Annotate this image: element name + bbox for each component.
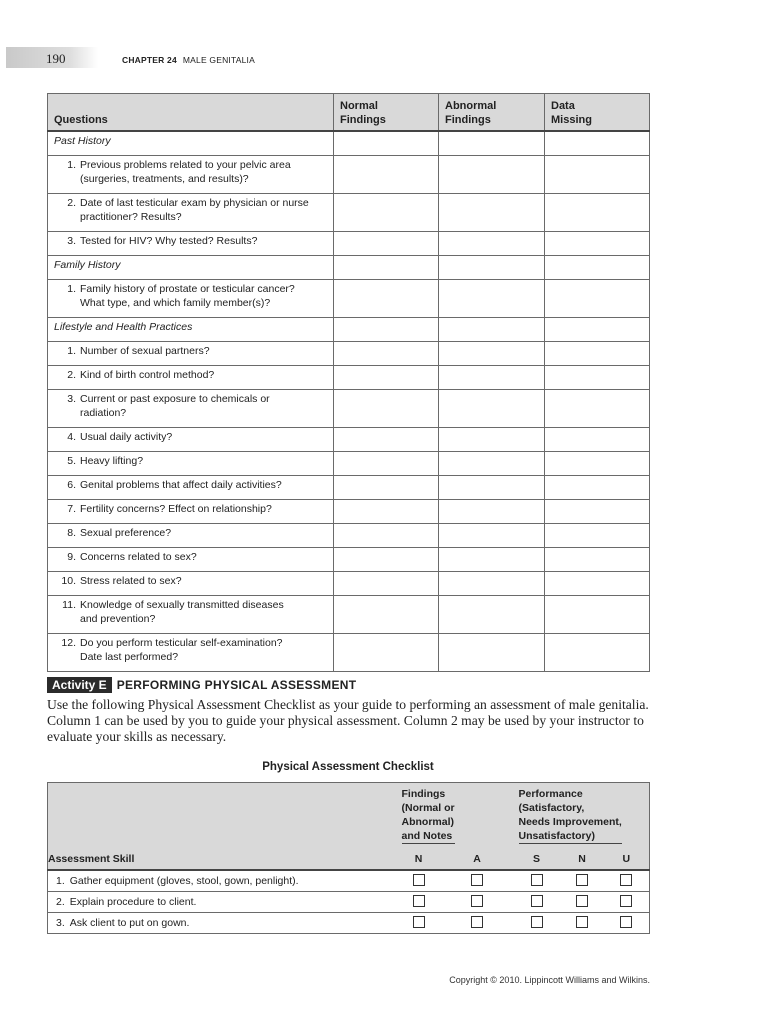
- normal-findings-cell[interactable]: [334, 156, 439, 194]
- checkbox-n2[interactable]: [576, 916, 588, 928]
- data-missing-cell[interactable]: [545, 524, 650, 548]
- activity-label: Activity E: [47, 677, 112, 693]
- question-row: [48, 596, 650, 634]
- question-text: [48, 342, 334, 366]
- checkbox-u-cell: [604, 870, 650, 892]
- question-number: 7.: [67, 503, 76, 515]
- chapter-heading: [122, 55, 255, 65]
- data-missing-cell[interactable]: [545, 428, 650, 452]
- normal-findings-cell[interactable]: [334, 256, 439, 280]
- question-line-2: radiation?: [80, 407, 127, 419]
- data-missing-cell[interactable]: [545, 500, 650, 524]
- question-row: [48, 572, 650, 596]
- abnormal-findings-cell[interactable]: [439, 366, 545, 390]
- data-missing-cell[interactable]: [545, 452, 650, 476]
- question-number: 12.: [61, 637, 76, 649]
- data-missing-cell[interactable]: [545, 131, 650, 156]
- findings-header-line: Abnormal): [401, 816, 454, 828]
- normal-findings-cell[interactable]: [334, 572, 439, 596]
- normal-findings-cell[interactable]: [334, 452, 439, 476]
- checkbox-a-cell: [442, 892, 513, 913]
- data-missing-cell[interactable]: [545, 634, 650, 672]
- checkbox-u[interactable]: [620, 916, 632, 928]
- abnormal-findings-cell[interactable]: [439, 256, 545, 280]
- performance-header-line: Needs Improvement,: [518, 816, 622, 828]
- question-text: [48, 500, 334, 524]
- abnormal-findings-cell[interactable]: [439, 548, 545, 572]
- data-missing-cell[interactable]: [545, 342, 650, 366]
- data-missing-cell[interactable]: [545, 280, 650, 318]
- question-text: [48, 572, 334, 596]
- skill-label: Explain procedure to client.: [69, 896, 197, 908]
- question-number: 1.: [67, 159, 76, 171]
- normal-findings-cell[interactable]: [334, 390, 439, 428]
- question-number: 11.: [62, 599, 76, 611]
- chapter-label: CHAPTER 24: [122, 55, 177, 65]
- checkbox-n[interactable]: [413, 895, 425, 907]
- question-row: [48, 194, 650, 232]
- skill-number: 1.: [56, 875, 65, 887]
- question-row: [48, 366, 650, 390]
- question-line: Number of sexual partners?: [80, 345, 210, 357]
- skill-label: Ask client to put on gown.: [69, 917, 190, 929]
- abnormal-findings-cell[interactable]: [439, 232, 545, 256]
- question-number: 1.: [67, 345, 76, 357]
- question-number: 10.: [61, 575, 76, 587]
- question-line-2: Date last performed?: [80, 651, 179, 663]
- normal-findings-cell[interactable]: [334, 131, 439, 156]
- abnormal-findings-cell[interactable]: [439, 452, 545, 476]
- performance-header-line: Performance: [518, 788, 583, 800]
- copyright: Copyright © 2010. Lippincott Williams and Wilkins.: [449, 975, 650, 985]
- section-row: [48, 318, 650, 342]
- question-line: Do you perform testicular self-examination?: [80, 637, 283, 649]
- abnormal-findings-cell[interactable]: [439, 280, 545, 318]
- question-text: [48, 428, 334, 452]
- question-line-2: (surgeries, treatments, and results)?: [80, 173, 249, 185]
- checkbox-n[interactable]: [413, 916, 425, 928]
- question-row: [48, 156, 650, 194]
- col-abnormal-findings: Abnormal Findings: [439, 94, 545, 132]
- checkbox-n-cell: [396, 870, 442, 892]
- question-text: [48, 390, 334, 428]
- abnormal-findings-cell[interactable]: [439, 572, 545, 596]
- data-missing-cell[interactable]: [545, 256, 650, 280]
- skill-number: 2.: [56, 896, 65, 908]
- activity-intro: Use the following Physical Assessment Checklist as your guide to performing an assessment of male genitalia. Column 1 can be used by you to guide your physical assessment. Column 2 may be used by your instructor to evaluate your skills as necessary.: [47, 697, 649, 744]
- question-number: 9.: [67, 551, 76, 563]
- findings-header-line: and Notes: [401, 830, 453, 842]
- normal-findings-cell[interactable]: [334, 280, 439, 318]
- checklist-row: [48, 892, 650, 913]
- abnormal-findings-cell[interactable]: [439, 596, 545, 634]
- performance-header-line: Unsatisfactory): [518, 830, 595, 842]
- checkbox-u-cell: [604, 913, 650, 934]
- question-text: [48, 548, 334, 572]
- data-missing-cell[interactable]: [545, 156, 650, 194]
- question-text: [48, 596, 334, 634]
- normal-findings-cell[interactable]: [334, 366, 439, 390]
- checkbox-s-cell: [513, 892, 561, 913]
- question-line-2: practitioner? Results?: [80, 211, 182, 223]
- checkbox-a[interactable]: [471, 874, 483, 886]
- question-row: [48, 634, 650, 672]
- data-missing-cell[interactable]: [545, 366, 650, 390]
- col-data-missing: Data Missing: [545, 94, 650, 132]
- question-text: [48, 452, 334, 476]
- abnormal-findings-cell[interactable]: [439, 194, 545, 232]
- skill-header-top: [48, 783, 396, 850]
- section-row: [48, 256, 650, 280]
- question-line-2: What type, and which family member(s)?: [80, 297, 271, 309]
- question-line: Previous problems related to your pelvic area: [80, 159, 291, 171]
- question-line: Fertility concerns? Effect on relationship?: [80, 503, 272, 515]
- sub-header-a: A: [442, 849, 513, 870]
- abnormal-findings-cell[interactable]: [439, 318, 545, 342]
- question-number: 1.: [67, 283, 76, 295]
- question-line: Genital problems that affect daily activities?: [80, 479, 282, 491]
- abnormal-findings-cell[interactable]: [439, 131, 545, 156]
- checkbox-a-cell: [442, 913, 513, 934]
- question-number: 6.: [67, 479, 76, 491]
- section-row: [48, 131, 650, 156]
- checkbox-s-cell: [513, 913, 561, 934]
- checkbox-u-cell: [604, 892, 650, 913]
- normal-findings-cell[interactable]: [334, 318, 439, 342]
- question-row: [48, 280, 650, 318]
- checklist-row: [48, 913, 650, 934]
- checklist-title: Physical Assessment Checklist: [262, 761, 434, 773]
- question-line: Family history of prostate or testicular cancer?: [80, 283, 295, 295]
- question-number: 3.: [67, 393, 76, 405]
- checkbox-a-cell: [442, 870, 513, 892]
- question-text: [48, 156, 334, 194]
- sub-header-n2: N: [561, 849, 604, 870]
- question-number: 4.: [67, 431, 76, 443]
- question-line: Tested for HIV? Why tested? Results?: [80, 235, 258, 247]
- question-line-2: and prevention?: [80, 613, 156, 625]
- normal-findings-cell[interactable]: [334, 500, 439, 524]
- activity-title: PERFORMING PHYSICAL ASSESSMENT: [116, 678, 357, 692]
- question-line: Current or past exposure to chemicals or: [80, 393, 270, 405]
- checkbox-u[interactable]: [620, 895, 632, 907]
- data-missing-cell[interactable]: [545, 596, 650, 634]
- question-text: [48, 232, 334, 256]
- abnormal-findings-cell[interactable]: [439, 524, 545, 548]
- normal-findings-cell[interactable]: [334, 634, 439, 672]
- abnormal-findings-cell[interactable]: [439, 342, 545, 366]
- normal-findings-cell[interactable]: [334, 596, 439, 634]
- normal-findings-cell[interactable]: [334, 476, 439, 500]
- question-text: [48, 194, 334, 232]
- findings-header-line: (Normal or: [401, 802, 455, 814]
- checkbox-s[interactable]: [531, 874, 543, 886]
- normal-findings-cell[interactable]: [334, 428, 439, 452]
- question-row: [48, 390, 650, 428]
- normal-findings-cell[interactable]: [334, 524, 439, 548]
- question-row: [48, 428, 650, 452]
- checkbox-s-cell: [513, 870, 561, 892]
- checklist-row: [48, 870, 650, 892]
- checkbox-n[interactable]: [413, 874, 425, 886]
- question-number: 8.: [67, 527, 76, 539]
- section-title: Family History: [48, 256, 334, 280]
- data-missing-cell[interactable]: [545, 194, 650, 232]
- question-number: 3.: [67, 235, 76, 247]
- abnormal-findings-cell[interactable]: [439, 634, 545, 672]
- findings-header: [396, 783, 513, 850]
- activity-heading: [47, 678, 356, 692]
- question-line: Heavy lifting?: [80, 455, 144, 467]
- question-number: 2.: [67, 197, 76, 209]
- data-missing-cell[interactable]: [545, 232, 650, 256]
- question-line: Date of last testicular exam by physician or nurse: [80, 197, 309, 209]
- section-title: Past History: [48, 131, 334, 156]
- normal-findings-cell[interactable]: [334, 194, 439, 232]
- performance-header-line: (Satisfactory,: [518, 802, 585, 814]
- question-row: [48, 500, 650, 524]
- checkbox-n2[interactable]: [576, 874, 588, 886]
- skill-text: [48, 913, 396, 934]
- checkbox-n-cell: [396, 892, 442, 913]
- question-line: Stress related to sex?: [80, 575, 182, 587]
- abnormal-findings-cell[interactable]: [439, 500, 545, 524]
- question-line: Sexual preference?: [80, 527, 172, 539]
- abnormal-findings-cell[interactable]: [439, 476, 545, 500]
- normal-findings-cell[interactable]: [334, 232, 439, 256]
- question-text: [48, 366, 334, 390]
- findings-header-line: Findings: [401, 788, 446, 800]
- question-row: [48, 342, 650, 366]
- question-line: Concerns related to sex?: [80, 551, 197, 563]
- skill-header: Assessment Skill: [48, 849, 396, 870]
- checkbox-u[interactable]: [620, 874, 632, 886]
- question-text: [48, 280, 334, 318]
- data-missing-cell[interactable]: [545, 572, 650, 596]
- performance-header: [513, 783, 650, 850]
- checkbox-n-cell: [396, 913, 442, 934]
- col-normal-findings: Normal Findings: [334, 94, 439, 132]
- checkbox-n2[interactable]: [576, 895, 588, 907]
- sub-header-s: S: [513, 849, 561, 870]
- question-row: [48, 548, 650, 572]
- page-number: 190: [46, 51, 66, 66]
- checkbox-a[interactable]: [471, 916, 483, 928]
- question-line: Knowledge of sexually transmitted diseases: [80, 599, 284, 611]
- sub-header-n: N: [396, 849, 442, 870]
- checkbox-n2-cell: [561, 892, 604, 913]
- abnormal-findings-cell[interactable]: [439, 156, 545, 194]
- normal-findings-cell[interactable]: [334, 342, 439, 366]
- question-text: [48, 634, 334, 672]
- checkbox-n2-cell: [561, 913, 604, 934]
- checkbox-s[interactable]: [531, 916, 543, 928]
- question-row: [48, 476, 650, 500]
- checkbox-s[interactable]: [531, 895, 543, 907]
- question-number: 2.: [67, 369, 76, 381]
- checkbox-a[interactable]: [471, 895, 483, 907]
- question-row: [48, 524, 650, 548]
- question-row: [48, 452, 650, 476]
- abnormal-findings-cell[interactable]: [439, 428, 545, 452]
- skill-number: 3.: [56, 917, 65, 929]
- sub-header-u: U: [604, 849, 650, 870]
- data-missing-cell[interactable]: [545, 476, 650, 500]
- abnormal-findings-cell[interactable]: [439, 390, 545, 428]
- question-text: [48, 476, 334, 500]
- chapter-title: MALE GENITALIA: [182, 55, 255, 65]
- physical-assessment-table: [47, 782, 650, 934]
- question-number: 5.: [67, 455, 76, 467]
- data-missing-cell[interactable]: [545, 548, 650, 572]
- question-row: [48, 232, 650, 256]
- data-missing-cell[interactable]: [545, 318, 650, 342]
- skill-text: [48, 892, 396, 913]
- normal-findings-cell[interactable]: [334, 548, 439, 572]
- section-title: Lifestyle and Health Practices: [48, 318, 334, 342]
- question-line: Kind of birth control method?: [80, 369, 215, 381]
- col-questions: Questions: [48, 94, 334, 132]
- checkbox-n2-cell: [561, 870, 604, 892]
- questions-table: [47, 93, 650, 672]
- skill-label: Gather equipment (gloves, stool, gown, penlight).: [69, 875, 299, 887]
- skill-text: [48, 870, 396, 892]
- question-line: Usual daily activity?: [80, 431, 173, 443]
- question-text: [48, 524, 334, 548]
- data-missing-cell[interactable]: [545, 390, 650, 428]
